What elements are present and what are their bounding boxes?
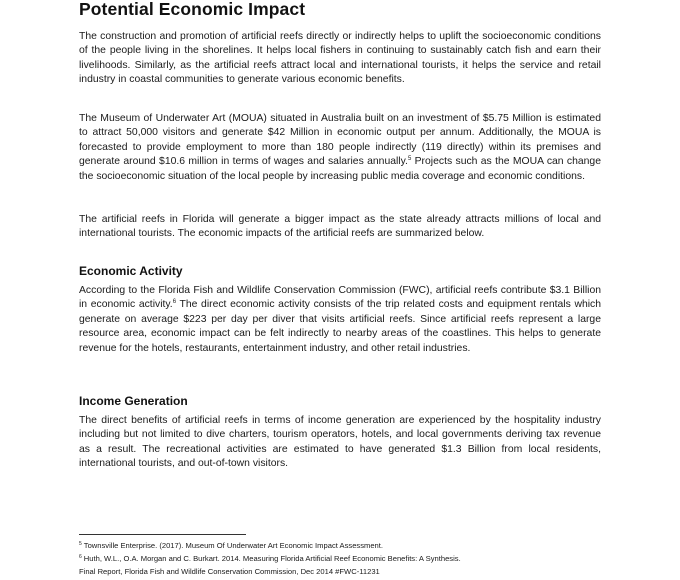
footnote-6-continued: Final Report, Florida Fish and Wildlife Conservation Commission, Dec 2014 #FWC-11231 bbox=[79, 567, 380, 576]
section-heading-income-generation: Income Generation bbox=[79, 394, 188, 408]
intro-paragraph-2-text: The Museum of Underwater Art (MOUA) situated in Australia built on an investment of $5.75 Million is estimated to attract 50,000 visitors and generate $42 Million in economic output per annum. Additionally, the MOUA is forecasted to provide employment to more than 180 people indirectly (119 directly) within its premises and generate around $10.6 million in terms of wages and salaries annually. bbox=[79, 113, 601, 168]
footnote-ref-6[interactable]: 6 bbox=[172, 299, 177, 306]
page-title: Potential Economic Impact bbox=[79, 0, 306, 19]
footnote-5-text: Townsville Enterprise. (2017). Museum Of Underwater Art Economic Impact Assessment. bbox=[83, 541, 384, 550]
footnote-5 bbox=[79, 540, 619, 552]
economic-activity-text-2: The direct economic activity consists of the trip related costs and equipment rentals which generate on average $223 per day per diver that visits artificial reefs. Since artificial reefs represent a large resource area, economic impact can be felt indirectly to nearby areas of the coastlines. This helps to generate revenue for the hotels, restaurants, entertainment industry, and other retail industries. bbox=[79, 299, 602, 354]
footnote-divider bbox=[79, 534, 246, 535]
footnote-marker-6: 6 bbox=[79, 554, 82, 560]
economic-activity-text-1: According to the Florida Fish and Wildlife Conservation Commission (FWC), artificial reefs contribute $3.1 Billion in economic activity. bbox=[79, 285, 601, 311]
intro-paragraph-1: The construction and promotion of artificial reefs directly or indirectly helps to uplift the socioeconomic conditions of the people living in the shorelines. It helps local fishers in continuing to sustainably catch fish and earn their livelihoods. Similarly, as the artificial reefs attract local and international tourists, it helps the service and retail industry in coastal communities to generate various economic benefits. bbox=[79, 31, 601, 86]
intro-paragraph-3: The artificial reefs in Florida will generate a bigger impact as the state already attracts millions of local and international tourists. The economic impacts of the artificial reefs are summarized below. bbox=[79, 214, 601, 240]
section-body-economic-activity bbox=[79, 284, 601, 356]
intro-paragraph-2 bbox=[79, 112, 601, 184]
footnote-ref-5[interactable]: 5 bbox=[407, 156, 412, 163]
footnote-marker-5: 5 bbox=[79, 541, 82, 547]
footnote-6 bbox=[79, 553, 619, 565]
section-body-income-generation: The direct benefits of artificial reefs in terms of income generation are experienced by the hospitality industry including but not limited to dive charters, tourism operators, hotels, and local governments deriving tax revenue as a result. The recreational activities are estimated to have generated $1.3 Billion from local residents, international tourists, and out-of-town visitors. bbox=[79, 415, 601, 470]
intro-paragraph-2-continued: Projects such as the MOUA can change the socioeconomic situation of the local people by increasing public media coverage and economic conditions. bbox=[79, 156, 601, 182]
section-heading-economic-activity: Economic Activity bbox=[79, 264, 183, 278]
footnote-6-text: Huth, W.L., O.A. Morgan and C. Burkart. 2014. Measuring Florida Artificial Reef Economic Benefits: A Synthesis. bbox=[83, 554, 461, 563]
